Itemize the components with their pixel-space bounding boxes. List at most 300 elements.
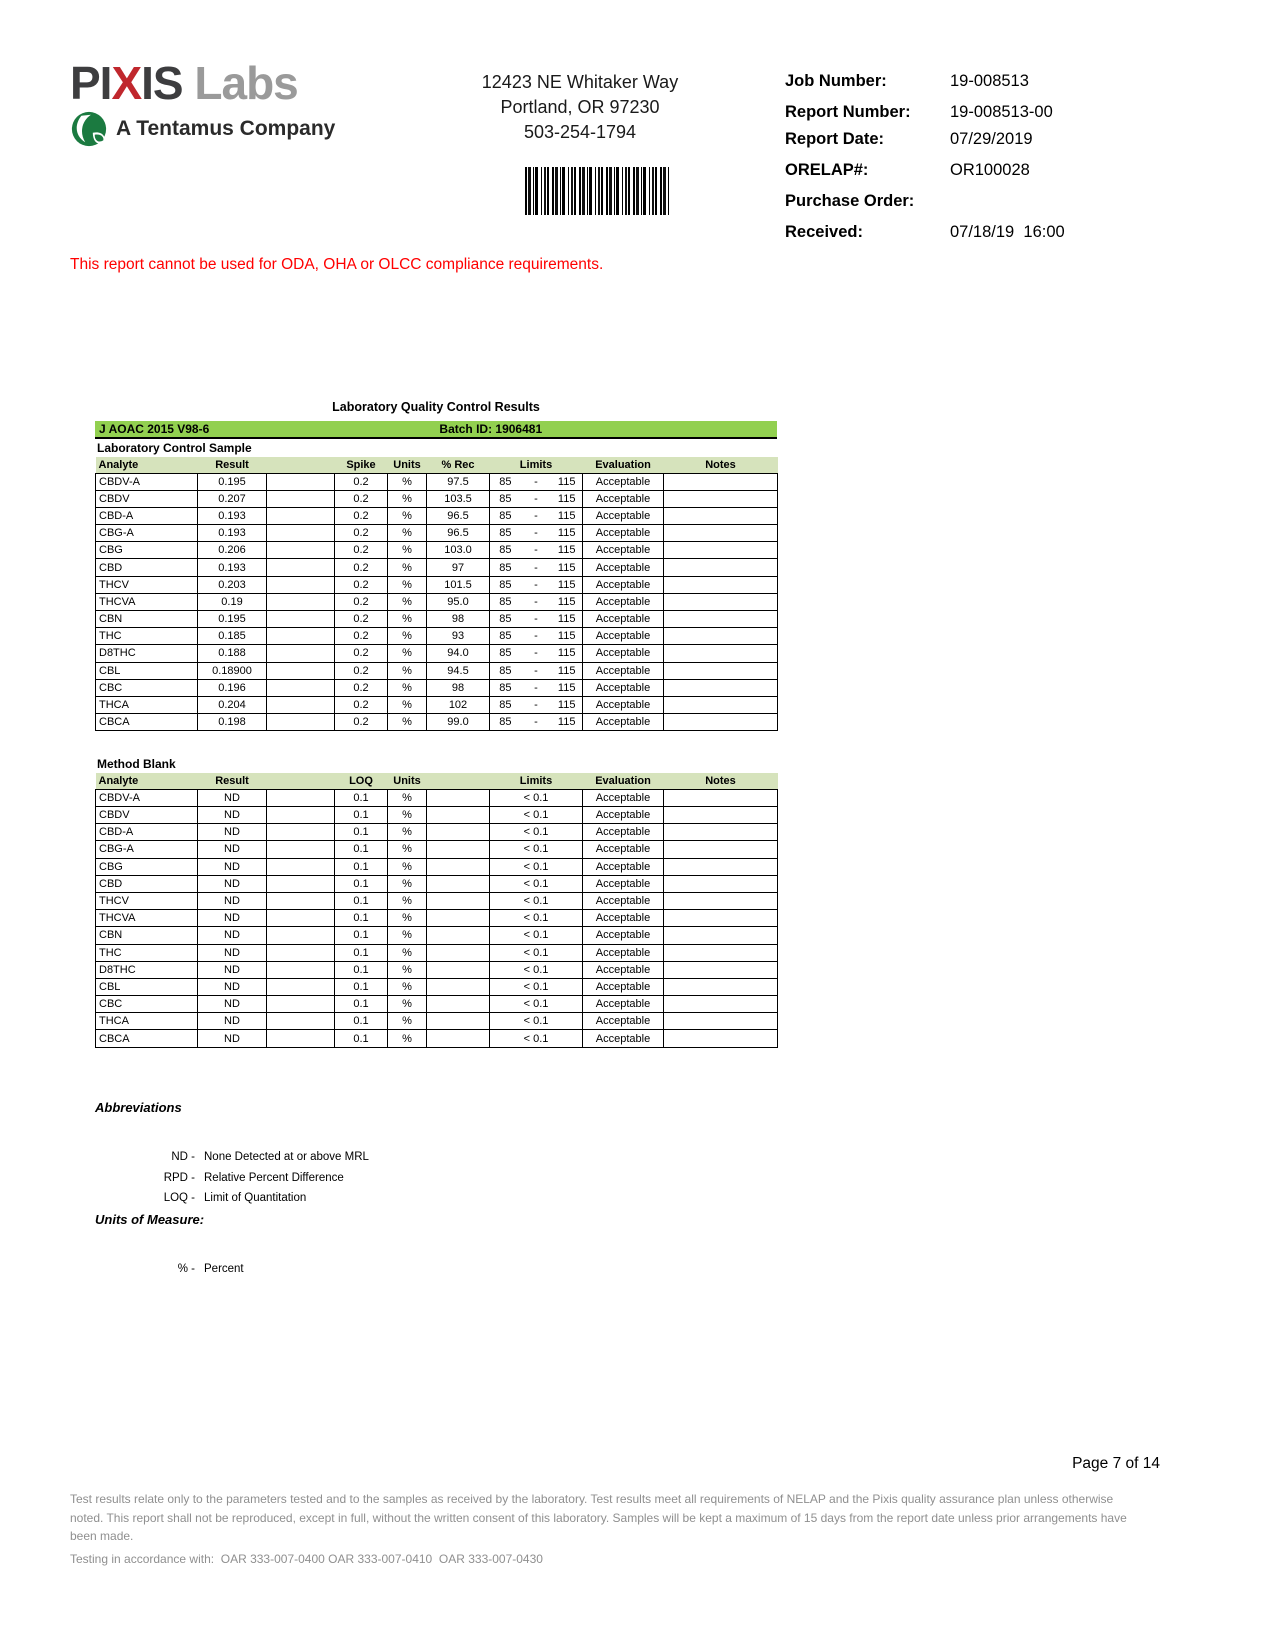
cell-notes: [664, 490, 778, 507]
cell-result: 0.185: [198, 628, 267, 645]
limit-lim_hi: 115: [557, 699, 576, 712]
cell-rec: [427, 824, 490, 841]
mb-row: [96, 807, 778, 824]
cell-units: %: [388, 841, 427, 858]
mb-row: [96, 824, 778, 841]
logo-tagline: A Tentamus Company: [116, 117, 336, 140]
mb-row: [96, 892, 778, 909]
col-header-evaluation: Evaluation: [583, 773, 664, 789]
cell-rec: 103.0: [427, 542, 490, 559]
mb-row: [96, 927, 778, 944]
cell-result: ND: [198, 978, 267, 995]
limit-lim_lo: 85: [499, 595, 512, 608]
limit-lim_lo: 85: [499, 630, 512, 643]
cell-spike: 0.2: [335, 490, 388, 507]
info-label: ORELAP#:: [785, 161, 869, 179]
mb-row: [96, 1030, 778, 1047]
cell-blank: [267, 628, 335, 645]
cell-evaluation: Acceptable: [583, 996, 664, 1013]
col-header-evaluation: Evaluation: [583, 457, 664, 473]
cell-units: %: [388, 927, 427, 944]
definition-item: [95, 1151, 369, 1163]
cell-blank: [267, 892, 335, 909]
lcs-row: [96, 628, 778, 645]
col-header-units: Units: [388, 457, 427, 473]
cell-result: ND: [198, 807, 267, 824]
definition-key: RPD -: [163, 1171, 195, 1184]
cell-evaluation: Acceptable: [583, 978, 664, 995]
cell-units: %: [388, 593, 427, 610]
cell-notes: [664, 944, 778, 961]
cell-evaluation: Acceptable: [583, 789, 664, 806]
cell-evaluation: Acceptable: [583, 824, 664, 841]
cell-result: ND: [198, 892, 267, 909]
cell-evaluation: Acceptable: [583, 507, 664, 524]
abbreviations-title: Abbreviations: [95, 1100, 182, 1115]
cell-blank: [267, 696, 335, 713]
mb-row: [96, 978, 778, 995]
limit-lim_lo: 85: [499, 509, 512, 522]
cell-evaluation: Acceptable: [583, 875, 664, 892]
cell-limits: [490, 525, 583, 542]
cell-units: %: [388, 892, 427, 909]
cell-notes: [664, 628, 778, 645]
cell-evaluation: Acceptable: [583, 1013, 664, 1030]
cell-blank: [267, 875, 335, 892]
cell-limits: < 0.1: [490, 961, 583, 978]
cell-result: ND: [198, 1030, 267, 1047]
cell-loq: 0.1: [335, 824, 388, 841]
cell-blank: [267, 645, 335, 662]
cell-blank: [267, 611, 335, 628]
cell-analyte: THCVA: [96, 593, 198, 610]
col-header-limits: Limits: [490, 773, 583, 789]
cell-evaluation: Acceptable: [583, 892, 664, 909]
cell-result: 0.193: [198, 507, 267, 524]
cell-blank: [267, 807, 335, 824]
cell-limits: < 0.1: [490, 978, 583, 995]
cell-analyte: THCV: [96, 576, 198, 593]
col-header-rec: [427, 773, 490, 789]
col-header-notes: Notes: [664, 773, 778, 789]
limit-lim_hi: 115: [557, 613, 576, 626]
cell-blank: [267, 858, 335, 875]
cell-notes: [664, 679, 778, 696]
cell-blank: [267, 714, 335, 731]
limit-lim_lo: 85: [499, 681, 512, 694]
cell-units: %: [388, 490, 427, 507]
cell-units: %: [388, 679, 427, 696]
cell-units: %: [388, 858, 427, 875]
cell-analyte: CBD: [96, 559, 198, 576]
cell-notes: [664, 978, 778, 995]
cell-notes: [664, 841, 778, 858]
cell-spike: 0.2: [335, 611, 388, 628]
cell-result: ND: [198, 927, 267, 944]
cell-notes: [664, 542, 778, 559]
cell-blank: [267, 559, 335, 576]
limit-lim_hi: 115: [557, 664, 576, 677]
cell-analyte: CBG: [96, 858, 198, 875]
address-line: 12423 NE Whitaker Way: [481, 72, 679, 92]
cell-loq: 0.1: [335, 978, 388, 995]
info-value: 19-008513-00: [950, 103, 1053, 121]
info-value: 07/29/2019: [950, 130, 1033, 148]
cell-loq: 0.1: [335, 875, 388, 892]
cell-notes: [664, 789, 778, 806]
cell-units: %: [388, 944, 427, 961]
cell-spike: 0.2: [335, 679, 388, 696]
cell-evaluation: Acceptable: [583, 714, 664, 731]
info-row-report-number: [785, 103, 1215, 122]
cell-blank: [267, 789, 335, 806]
limit-lim_lo: 85: [499, 527, 512, 540]
definition-item: [95, 1263, 244, 1275]
limit-lim_hi: 115: [557, 647, 576, 660]
limit-lim_lo: 85: [499, 475, 512, 488]
col-header-units: Units: [388, 773, 427, 789]
cell-result: ND: [198, 789, 267, 806]
lcs-row: [96, 507, 778, 524]
lab-address: [440, 70, 720, 145]
lcs-row: [96, 542, 778, 559]
mb-row: [96, 875, 778, 892]
info-row-orelap: [785, 161, 1215, 180]
cell-limits: < 0.1: [490, 1030, 583, 1047]
cell-evaluation: Acceptable: [583, 858, 664, 875]
definition-key: % -: [177, 1263, 195, 1275]
limit-lim_hi: 115: [557, 544, 576, 557]
cell-result: 0.193: [198, 559, 267, 576]
cell-blank: [267, 996, 335, 1013]
cell-analyte: CBC: [96, 679, 198, 696]
info-row-report-date: [785, 130, 1215, 149]
cell-loq: 0.1: [335, 910, 388, 927]
logo-labs: Labs: [182, 57, 298, 109]
cell-notes: [664, 875, 778, 892]
limit-lim_lo: 85: [499, 699, 512, 712]
lcs-row: [96, 559, 778, 576]
cell-analyte: CBD-A: [96, 824, 198, 841]
cell-rec: [427, 807, 490, 824]
cell-rec: [427, 910, 490, 927]
cell-rec: 103.5: [427, 490, 490, 507]
cell-limits: < 0.1: [490, 858, 583, 875]
cell-spike: 0.2: [335, 714, 388, 731]
limit-lim_hi: 115: [557, 509, 576, 522]
lcs-row: [96, 473, 778, 490]
cell-units: %: [388, 611, 427, 628]
cell-rec: 98: [427, 611, 490, 628]
cell-units: %: [388, 628, 427, 645]
cell-rec: 101.5: [427, 576, 490, 593]
info-label: Job Number:: [785, 72, 887, 90]
tentamus-leaf-icon: [70, 110, 108, 148]
cell-analyte: CBN: [96, 611, 198, 628]
cell-blank: [267, 1013, 335, 1030]
lcs-row: [96, 611, 778, 628]
cell-analyte: THCA: [96, 696, 198, 713]
method-batch-bar: [95, 421, 777, 439]
cell-analyte: CBL: [96, 662, 198, 679]
cell-analyte: THC: [96, 944, 198, 961]
col-header-result: Result: [198, 457, 267, 473]
cell-loq: 0.1: [335, 961, 388, 978]
definition-key: LOQ -: [163, 1192, 195, 1204]
cell-spike: 0.2: [335, 628, 388, 645]
cell-blank: [267, 1030, 335, 1047]
cell-rec: 94.0: [427, 645, 490, 662]
cell-notes: [664, 645, 778, 662]
pixis-labs-logo: [70, 57, 336, 148]
cell-analyte: D8THC: [96, 645, 198, 662]
cell-spike: 0.2: [335, 473, 388, 490]
cell-analyte: CBDV: [96, 807, 198, 824]
report-info: [785, 72, 1215, 254]
limit-lim_dash: -: [534, 578, 538, 591]
cell-result: ND: [198, 996, 267, 1013]
cell-notes: [664, 824, 778, 841]
col-header-loq: LOQ: [335, 773, 388, 789]
definition-item: [95, 1172, 369, 1184]
cell-result: 0.196: [198, 679, 267, 696]
mb-row: [96, 996, 778, 1013]
cell-rec: 99.0: [427, 714, 490, 731]
batch-id: Batch ID: 1906481: [439, 422, 543, 436]
cell-analyte: CBD-A: [96, 507, 198, 524]
cell-limits: [490, 490, 583, 507]
logo-x: X: [111, 57, 142, 109]
info-label: Purchase Order:: [785, 192, 915, 210]
cell-units: %: [388, 996, 427, 1013]
cell-evaluation: Acceptable: [583, 662, 664, 679]
cell-spike: 0.2: [335, 645, 388, 662]
cell-loq: 0.1: [335, 858, 388, 875]
definition-text: Relative Percent Difference: [204, 1171, 344, 1184]
limit-lim_lo: 85: [499, 492, 512, 505]
cell-units: %: [388, 576, 427, 593]
cell-evaluation: Acceptable: [583, 473, 664, 490]
cell-blank: [267, 576, 335, 593]
cell-analyte: CBC: [96, 996, 198, 1013]
lcs-row: [96, 593, 778, 610]
cell-units: %: [388, 714, 427, 731]
cell-notes: [664, 892, 778, 909]
cell-notes: [664, 910, 778, 927]
cell-units: %: [388, 525, 427, 542]
cell-blank: [267, 542, 335, 559]
cell-spike: 0.2: [335, 576, 388, 593]
cell-limits: < 0.1: [490, 807, 583, 824]
cell-rec: 96.5: [427, 507, 490, 524]
cell-blank: [267, 910, 335, 927]
cell-notes: [664, 961, 778, 978]
definition-key: ND -: [171, 1151, 195, 1163]
cell-units: %: [388, 696, 427, 713]
lcs-row: [96, 525, 778, 542]
cell-units: %: [388, 662, 427, 679]
limit-lim_dash: -: [534, 561, 538, 574]
cell-limits: [490, 507, 583, 524]
cell-rec: [427, 1030, 490, 1047]
info-value: OR100028: [950, 161, 1030, 179]
cell-evaluation: Acceptable: [583, 490, 664, 507]
cell-loq: 0.1: [335, 927, 388, 944]
cell-analyte: CBL: [96, 978, 198, 995]
cell-limits: [490, 696, 583, 713]
lcs-row: [96, 490, 778, 507]
col-header-blank: [267, 457, 335, 473]
cell-loq: 0.1: [335, 996, 388, 1013]
cell-rec: 94.5: [427, 662, 490, 679]
info-value: 19-008513: [950, 72, 1029, 90]
cell-analyte: D8THC: [96, 961, 198, 978]
info-row-job-number: [785, 72, 1215, 91]
cell-result: ND: [198, 944, 267, 961]
limit-lim_lo: 85: [499, 664, 512, 677]
limit-lim_dash: -: [534, 492, 538, 505]
cell-limits: [490, 662, 583, 679]
cell-notes: [664, 858, 778, 875]
cell-units: %: [388, 473, 427, 490]
limit-lim_lo: 85: [499, 561, 512, 574]
cell-units: %: [388, 961, 427, 978]
info-label: Report Number:: [785, 103, 911, 121]
limit-lim_dash: -: [534, 664, 538, 677]
cell-notes: [664, 559, 778, 576]
cell-analyte: CBG-A: [96, 525, 198, 542]
cell-evaluation: Acceptable: [583, 576, 664, 593]
cell-limits: [490, 473, 583, 490]
cell-blank: [267, 841, 335, 858]
cell-result: ND: [198, 824, 267, 841]
lcs-row: [96, 662, 778, 679]
cell-result: 0.198: [198, 714, 267, 731]
footer-testing-accordance: Testing in accordance with: OAR 333-007-0400 OAR 333-007-0410 OAR 333-007-0430: [70, 1552, 543, 1566]
cell-units: %: [388, 542, 427, 559]
cell-units: %: [388, 789, 427, 806]
info-value: 07/18/19 16:00: [950, 223, 1065, 241]
cell-result: 0.206: [198, 542, 267, 559]
limit-lim_hi: 115: [557, 578, 576, 591]
cell-result: ND: [198, 841, 267, 858]
cell-limits: [490, 611, 583, 628]
cell-loq: 0.1: [335, 841, 388, 858]
col-header-notes: Notes: [664, 457, 778, 473]
limit-lim_hi: 115: [557, 595, 576, 608]
col-header-limits: Limits: [490, 457, 583, 473]
cell-evaluation: Acceptable: [583, 1030, 664, 1047]
cell-result: ND: [198, 910, 267, 927]
logo-pi: PI: [70, 57, 112, 109]
cell-result: 0.195: [198, 473, 267, 490]
cell-evaluation: Acceptable: [583, 841, 664, 858]
limit-lim_hi: 115: [557, 527, 576, 540]
cell-blank: [267, 944, 335, 961]
cell-limits: [490, 679, 583, 696]
mb-row: [96, 841, 778, 858]
units-of-measure-section: [95, 1212, 244, 1284]
col-header-blank: [267, 773, 335, 789]
limit-lim_lo: 85: [499, 613, 512, 626]
definition-item: [95, 1192, 369, 1204]
cell-rec: [427, 927, 490, 944]
address-line: Portland, OR 97230: [500, 97, 660, 117]
address-phone: 503-254-1794: [523, 122, 637, 142]
page-number: Page 7 of 14: [1072, 1455, 1160, 1472]
limit-lim_dash: -: [534, 630, 538, 643]
limit-lim_dash: -: [534, 475, 538, 488]
cell-rec: [427, 961, 490, 978]
cell-rec: 98: [427, 679, 490, 696]
cell-limits: [490, 645, 583, 662]
cell-spike: 0.2: [335, 662, 388, 679]
cell-evaluation: Acceptable: [583, 525, 664, 542]
footer-disclaimer: Test results relate only to the parameters tested and to the samples as received by the laboratory. Test results meet all requirements of NELAP and the Pixis quality assurance plan unless otherwise noted. This report shall not be reproduced, except in full, without the written consent of this laboratory. Samples will be kept a maximum of 15 days from the report date unless prior arrangements have been made.: [70, 1492, 1127, 1543]
cell-evaluation: Acceptable: [583, 679, 664, 696]
limit-lim_dash: -: [534, 699, 538, 712]
limit-lim_hi: 115: [557, 716, 576, 729]
cell-loq: 0.1: [335, 892, 388, 909]
abbreviations-section: [95, 1100, 369, 1213]
mb-row: [96, 1013, 778, 1030]
mb-row: [96, 789, 778, 806]
cell-limits: < 0.1: [490, 1013, 583, 1030]
cell-analyte: THCV: [96, 892, 198, 909]
cell-evaluation: Acceptable: [583, 910, 664, 927]
cell-analyte: THCA: [96, 1013, 198, 1030]
definition-text: Percent: [204, 1263, 244, 1275]
lcs-row: [96, 576, 778, 593]
mb-section-label: Method Blank: [97, 757, 176, 772]
cell-evaluation: Acceptable: [583, 645, 664, 662]
cell-rec: [427, 875, 490, 892]
cell-result: ND: [198, 1013, 267, 1030]
limit-lim_dash: -: [534, 647, 538, 660]
cell-rec: [427, 1013, 490, 1030]
cell-rec: [427, 996, 490, 1013]
cell-blank: [267, 961, 335, 978]
cell-blank: [267, 525, 335, 542]
cell-evaluation: Acceptable: [583, 927, 664, 944]
cell-units: %: [388, 978, 427, 995]
cell-analyte: CBDV: [96, 490, 198, 507]
cell-result: 0.203: [198, 576, 267, 593]
cell-spike: 0.2: [335, 559, 388, 576]
cell-loq: 0.1: [335, 807, 388, 824]
cell-rec: 95.0: [427, 593, 490, 610]
mb-row: [96, 910, 778, 927]
cell-notes: [664, 662, 778, 679]
cell-result: 0.193: [198, 525, 267, 542]
cell-units: %: [388, 875, 427, 892]
logo-wordmark: [70, 57, 335, 109]
definition-text: Limit of Quantitation: [204, 1192, 307, 1204]
cell-analyte: CBCA: [96, 714, 198, 731]
cell-units: %: [388, 507, 427, 524]
qc-title: Laboratory Quality Control Results: [332, 400, 540, 414]
cell-analyte: CBDV-A: [96, 473, 198, 490]
cell-units: %: [388, 645, 427, 662]
cell-units: %: [388, 1030, 427, 1047]
col-header-analyte: Analyte: [96, 457, 198, 473]
cell-limits: [490, 593, 583, 610]
logo-is: IS: [141, 57, 183, 109]
cell-analyte: CBG: [96, 542, 198, 559]
cell-result: ND: [198, 961, 267, 978]
cell-evaluation: Acceptable: [583, 628, 664, 645]
cell-analyte: CBDV-A: [96, 789, 198, 806]
